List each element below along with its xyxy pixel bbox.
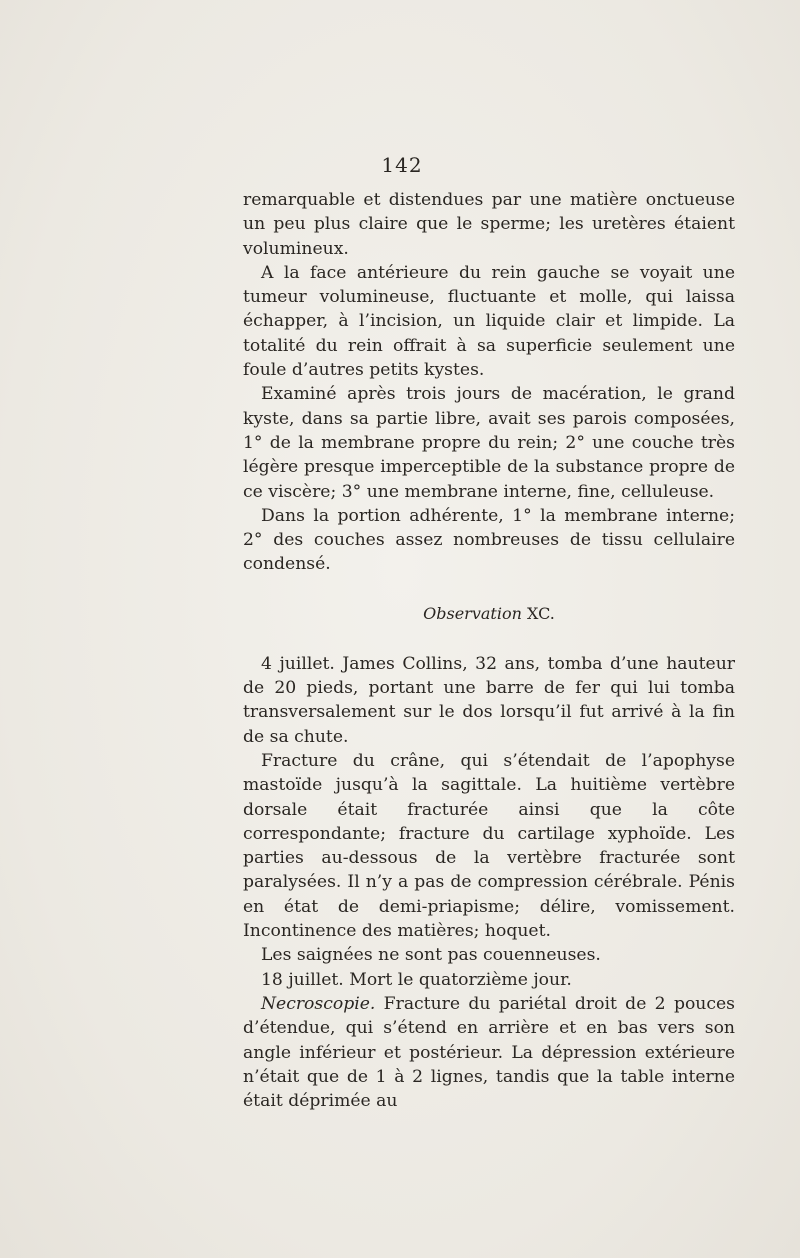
paragraph: Fracture du crâne, qui s’étendait de l’apophyse mastoïde jusqu’à la sagittale. La huitième vertèbre dorsale était fracturée ainsi que la côte correspondante; fracture du cartilage xyphoïde. Les parties au-dessous de la vertèbre fracturée sont paralysées. Il n’y a pas de compression cérébrale. Pénis en état de demi-priapisme; délire, vomissement. Incontinence des matières; hoquet. bbox=[243, 750, 735, 942]
paragraph: Les saignées ne sont pas couenneuses. bbox=[261, 945, 601, 966]
paragraph: Dans la portion adhérente, 1° la membrane interne; 2° des couches assez nombreuses de tissu cellulaire condensé. bbox=[243, 505, 735, 575]
observation-number: XC. bbox=[526, 603, 555, 623]
paragraph: remarquable et distendues par une matière onctueuse un peu plus claire que le sperme; les uretères étaient volumineux. bbox=[243, 190, 735, 259]
observation-heading bbox=[243, 602, 735, 626]
necroscopie-text: Fracture du pariétal droit de 2 pouces d’étendue, qui s’étend en arrière et en bas vers son angle inférieur et postérieur. La dépression extérieure n’était que de 1 à 2 lignes, tandis que la table interne était déprimée au bbox=[243, 993, 735, 1112]
necroscopie-label: Necroscopie. bbox=[261, 993, 376, 1014]
paragraph: A la face antérieure du rein gauche se voyait une tumeur volumineuse, fluctuante et molle, qui laissa échapper, à l’incision, un liquide clair et limpide. La totalité du rein offrait à sa superficie seulement une foule d’autres petits kystes. bbox=[243, 262, 735, 381]
observation-label: Observation bbox=[423, 603, 522, 623]
paragraph: 18 juillet. Mort le quatorzième jour. bbox=[261, 969, 572, 990]
page-number: 142 bbox=[381, 153, 423, 177]
paragraph: 4 juillet. James Collins, 32 ans, tomba d’une hauteur de 20 pieds, portant une barre de fer qui lui tomba transversalement sur le dos lorsqu’il fut arrivé à la fin de sa chute. bbox=[243, 653, 735, 747]
body-text bbox=[243, 188, 735, 1113]
paragraph bbox=[243, 992, 735, 1113]
paragraph: Examiné après trois jours de macération, le grand kyste, dans sa partie libre, avait ses parois composées, 1° de la membrane propre du rein; 2° une couche très légère presque imperceptible de la substance propre de ce viscère; 3° une membrane interne, fine, celluleuse. bbox=[243, 384, 735, 502]
